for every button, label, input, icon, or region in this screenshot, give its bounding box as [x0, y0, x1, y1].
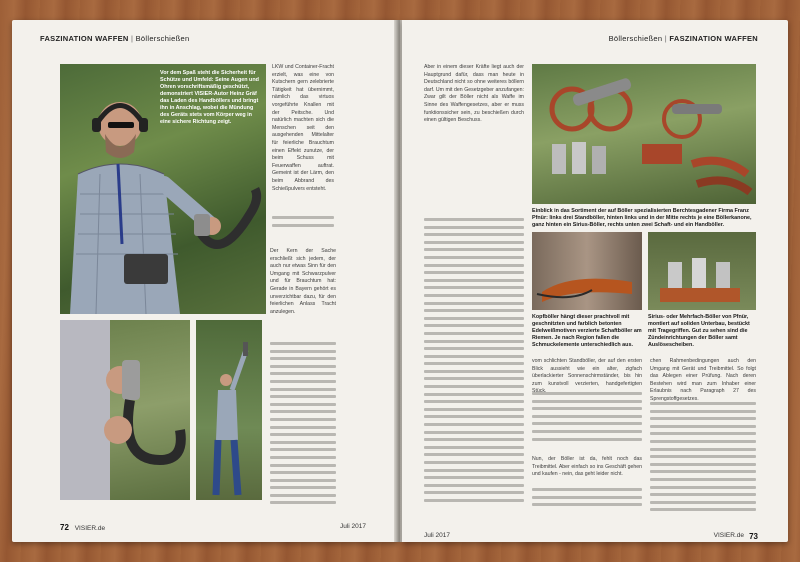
right-text-column-1: Aber in einem dieser Kräfte liegt auch der Hauptgrund dafür, dass man heute in Deutschland nicht so ohne weiteres böllern darf. Um mit den Gesetzgeber anzufangen: Zwar gilt der Böller nicht als Waffe im Sinne des Waffengesetzes, aber er muss funktionssicher sein, zu beschießen durch einen gültigen Beschuss.	[424, 64, 524, 124]
caption-schaftboeller: Kopfböller hängt dieser prachtvoll mit geschnitzten und farblich betonten Edelweißmotiven verzierte Schaftböller am Riemen. Je nach Region fallen die Schmuckelemente unterschiedlich aus.	[532, 314, 642, 348]
left-page-header: FASZINATION WAFFEN | Böllerschießen	[40, 34, 190, 43]
right-text-column-3-continued	[650, 402, 756, 518]
left-page-footer	[60, 523, 367, 532]
caption-boeller-assortment: Einblick in das Sortiment der auf Böller spezialisierten Berchtesgadener Firma Franz Pfnür: links drei Standböller, hinten links und in der Mitte rechts je eine Böllerkanone, ganz hinten ein Sirius-Böller, rechts unten zwei Schaft- und ein Handböller.	[532, 208, 752, 228]
firing-stance-illustration	[196, 320, 262, 500]
schaftboeller-illustration	[532, 232, 642, 310]
footer-date-right: Juli 2017	[424, 532, 451, 539]
sirius-boeller-illustration	[648, 232, 756, 310]
left-text-column-2-continued	[270, 342, 336, 512]
topic-title: Böllerschießen	[135, 34, 190, 43]
page-number-left: 72	[60, 523, 69, 532]
right-page-header: Böllerschießen | FASZINATION WAFFEN	[608, 34, 758, 43]
right-text-column-1-continued	[424, 218, 524, 518]
footer-brand-right: VISIER.de	[713, 532, 744, 539]
section-title: FASZINATION WAFFEN	[669, 34, 758, 43]
photo-caption-top: Vor dem Spaß steht die Sicherheit für Schütze und Umfeld: Seine Augen und Ohren vorschriftsmäßig geschützt, demonstriert VISIER-Autor Heinz Gräf das Laden des Handböllers und bringt ihn in Anschlag, wobei die Mündung des Geräts stets vom Körper weg in eine sichere Richtung zeigt.	[160, 70, 259, 125]
photo-schaftboeller	[532, 232, 642, 310]
boeller-assortment-illustration	[532, 64, 756, 204]
page-number-right: 73	[749, 532, 758, 541]
left-text-column-1-continued	[272, 216, 334, 236]
left-page	[12, 20, 398, 542]
right-text-column-2: vom schlichten Standböller, der auf den ersten Blick aussieht wie ein alter, zigfach überlackierter Sonnenschirmständer, bis hin zum kunstvoll verzierten, handgefertigten	[532, 358, 642, 387]
photo-handboeller-closeup	[60, 320, 190, 500]
footer-date-left: Juli 2017	[340, 523, 367, 530]
open-magazine	[12, 20, 788, 542]
left-text-column-2: Der Kern der Sache erschließt sich jedem, der auch nur etwas Sinn für den Umgang mit Schwarzpulver und für Brauchtum hat: Gerade in Bayern gehört es unverzichtbar dazu, für den feierlichen Anlass Tracht anzulegen.	[270, 248, 336, 315]
right-page	[402, 20, 788, 542]
photo-sirius-boeller	[648, 232, 756, 310]
section-title: FASZINATION WAFFEN	[40, 34, 129, 43]
photo-man-with-handboeller	[60, 64, 266, 314]
right-text-column-2-bottom-continued	[532, 488, 642, 518]
caption-sirius-boeller: Sirius- oder Mehrfach-Böller von Pfnür, montiert auf soliden Unterbau, bestückt mit Tragegriffen. Gut zu sehen sind die Zündeinrichtungen der Böller samt Auslösescheiben.	[648, 314, 750, 348]
topic-title: Böllerschießen	[608, 34, 663, 43]
right-text-column-2-continued	[532, 392, 642, 452]
photo-firing-stance	[196, 320, 262, 500]
photo-boeller-assortment	[532, 64, 756, 204]
right-text-column-3: chen Rahmenbedingungen auch den Umgang mit Gerät und Treibmittel. So folgt das Ablegen einer Prüfung. Nach deren Bestehen wird man zum Inhaber einer Erlaubnis nach Paragraph 27 des Sprengstoffgesetzes.	[650, 358, 756, 402]
footer-brand-left: VISIER.de	[74, 525, 106, 532]
right-text-column-2-bottom: Nun, der Böller ist da, fehlt noch das Treibmittel. Aber einfach so ins Geschäft gehen und kaufen - nein, das geht leider nicht.	[532, 456, 642, 478]
handboeller-closeup-illustration	[60, 320, 190, 500]
left-text-column-1: LKW und Container-Fracht erzielt, was eine von Kutschern gern zelebrierte Tätigkeit hat übernimmt, nämlich das virtuos vorgeführte Knallen mit der Peitsche. Und natürlich machten sich die Menschen seit den ausgehenden Mittelalter für feierliche Brauchtum einen Effekt zunutze, der beim Schuss mit Feuerwaffen auftrat. Gemeint ist der Lärm, den beim Abbrand des Schießpulvers entsteht.	[272, 64, 334, 192]
